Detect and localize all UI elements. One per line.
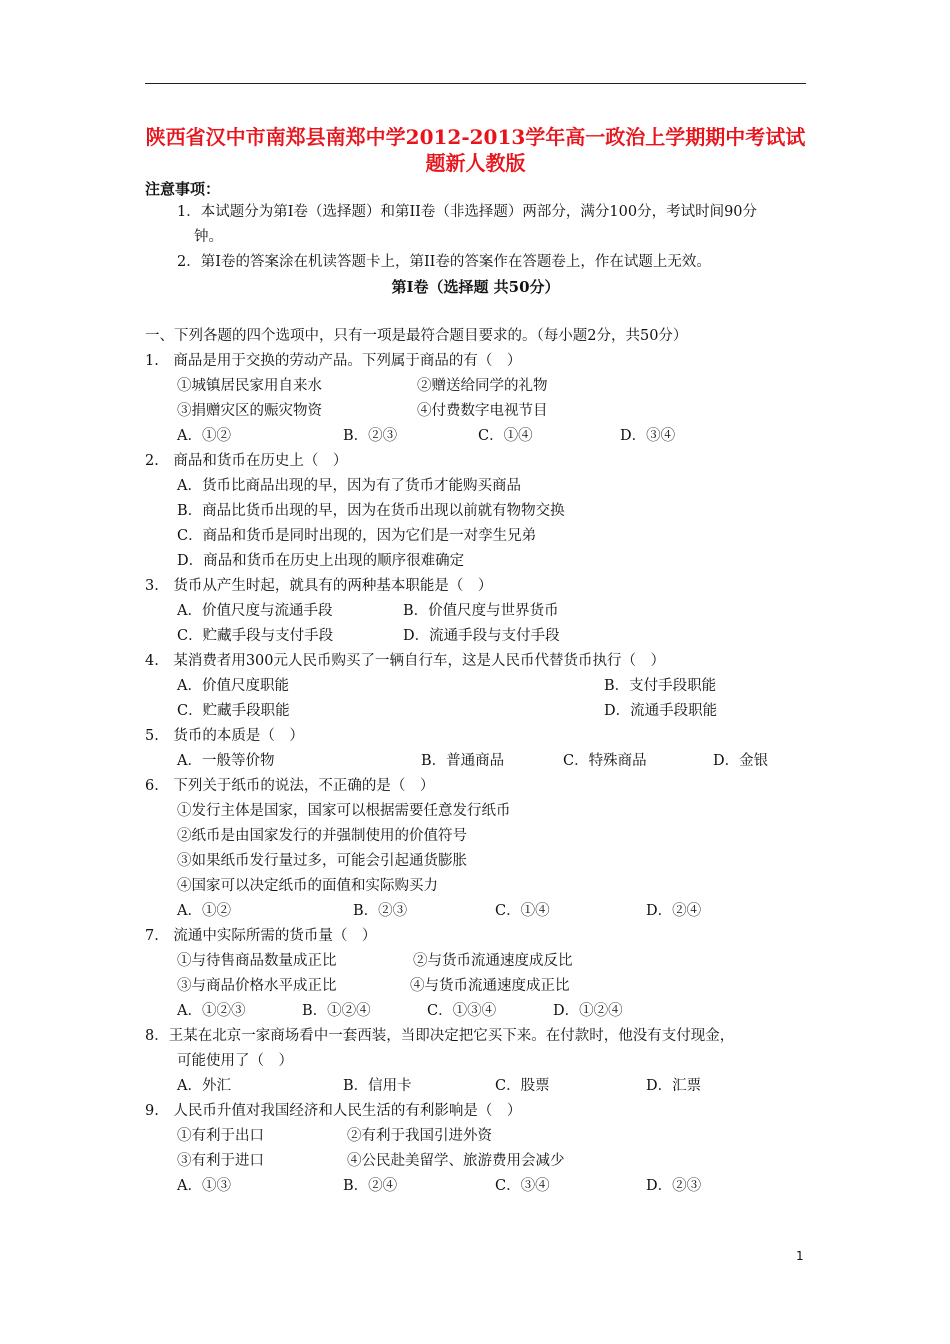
q1-statement-4: ④付费数字电视节目 bbox=[417, 403, 548, 419]
q3-option-b: B．价值尺度与世界货币 bbox=[403, 603, 559, 619]
q2-option-b: B．商品比货币出现的早，因为在货币出现以前就有物物交换 bbox=[177, 503, 565, 519]
header-rule bbox=[145, 83, 806, 84]
q2-option-a: A．货币比商品出现的早，因为有了货币才能购买商品 bbox=[177, 478, 521, 494]
q4-option-a: A．价值尺度职能 bbox=[177, 678, 289, 694]
q5-option-a: A．一般等价物 bbox=[177, 753, 275, 769]
q9-option-b: B．②④ bbox=[343, 1178, 398, 1194]
q9-option-c: C．③④ bbox=[495, 1178, 550, 1194]
question-1-stem: 1. 商品是用于交换的劳动产品。下列属于商品的有（ ） bbox=[145, 353, 522, 369]
q5-option-c: C．特殊商品 bbox=[563, 753, 647, 769]
question-8-stem: 8．王某在北京一家商场看中一套西装，当即决定把它买下来。在付款时，他没有支付现金， bbox=[145, 1028, 735, 1044]
q7-statement-1: ①与待售商品数量成正比 bbox=[177, 953, 337, 969]
q7-option-a: A．①②③ bbox=[177, 1003, 246, 1019]
q9-statement-1: ①有利于出口 bbox=[177, 1128, 264, 1144]
question-6-stem: 6. 下列关于纸币的说法，不正确的是（ ） bbox=[145, 778, 435, 794]
question-4-stem: 4. 某消费者用300元人民币购买了一辆自行车，这是人民币代替货币执行（ ） bbox=[145, 653, 666, 669]
q1-statement-2: ②赠送给同学的礼物 bbox=[417, 378, 548, 394]
q9-statement-2: ②有利于我国引进外资 bbox=[347, 1128, 492, 1144]
q6-statement-4: ④国家可以决定纸币的面值和实际购买力 bbox=[177, 878, 438, 894]
notice-item-2: 2．第I卷的答案涂在机读答题卡上，第II卷的答案作在答题卷上，作在试题上无效。 bbox=[177, 254, 711, 270]
q6-statement-2: ②纸币是由国家发行的并强制使用的价值符号 bbox=[177, 828, 467, 844]
question-2-stem: 2. 商品和货币在历史上（ ） bbox=[145, 453, 348, 469]
q8-option-a: A．外汇 bbox=[177, 1078, 231, 1094]
question-3-stem: 3. 货币从产生时起，就具有的两种基本职能是（ ） bbox=[145, 578, 493, 594]
q7-option-d: D．①②④ bbox=[553, 1003, 623, 1019]
q3-option-c: C．贮藏手段与支付手段 bbox=[177, 628, 334, 644]
q4-option-b: B．支付手段职能 bbox=[604, 678, 717, 694]
section-title: 第Ⅰ卷（选择题 共50分） bbox=[391, 278, 560, 296]
q8-option-c: C．股票 bbox=[495, 1078, 550, 1094]
q9-statement-3: ③有利于进口 bbox=[177, 1153, 264, 1169]
q1-statement-1: ①城镇居民家用自来水 bbox=[177, 378, 322, 394]
q1-statement-3: ③捐赠灾区的赈灾物资 bbox=[177, 403, 322, 419]
q9-option-d: D．②③ bbox=[646, 1178, 702, 1194]
q4-option-c: C．贮藏手段职能 bbox=[177, 703, 290, 719]
page-number: 1 bbox=[796, 1249, 804, 1263]
q8-option-d: D．汇票 bbox=[646, 1078, 702, 1094]
instruction: 一、下列各题的四个选项中，只有一项是最符合题目要求的。（每小题2分，共50分） bbox=[145, 328, 688, 344]
q8-option-b: B．信用卡 bbox=[343, 1078, 412, 1094]
q3-option-a: A．价值尺度与流通手段 bbox=[177, 603, 333, 619]
q7-statement-3: ③与商品价格水平成正比 bbox=[177, 978, 337, 994]
q9-option-a: A．①③ bbox=[177, 1178, 231, 1194]
q2-option-c: C．商品和货币是同时出现的，因为它们是一对孪生兄弟 bbox=[177, 528, 537, 544]
notice-heading: 注意事项： bbox=[145, 180, 221, 198]
q7-statement-4: ④与货币流通速度成正比 bbox=[410, 978, 570, 994]
question-9-stem: 9. 人民币升值对我国经济和人民生活的有利影响是（ ） bbox=[145, 1103, 522, 1119]
q1-option-c: C．①④ bbox=[478, 428, 533, 444]
page-title: 陕西省汉中市南郑县南郑中学2012-2013学年高一政治上学期期中考试试题新人教版 bbox=[145, 125, 806, 175]
q6-statement-1: ①发行主体是国家，国家可以根据需要任意发行纸币 bbox=[177, 803, 511, 819]
q7-option-c: C．①③④ bbox=[427, 1003, 497, 1019]
notice-item-1-cont: 钟。 bbox=[194, 229, 223, 245]
q6-option-b: B．②③ bbox=[353, 903, 408, 919]
notice-item-1: 1．本试题分为第I卷（选择题）和第II卷（非选择题）两部分，满分100分，考试时间90分 bbox=[177, 204, 758, 220]
question-7-stem: 7. 流通中实际所需的货币量（ ） bbox=[145, 928, 377, 944]
q6-option-a: A．①② bbox=[177, 903, 231, 919]
q6-option-c: C．①④ bbox=[495, 903, 550, 919]
q2-option-d: D．商品和货币在历史上出现的顺序很难确定 bbox=[177, 553, 465, 569]
q3-option-d: D．流通手段与支付手段 bbox=[403, 628, 560, 644]
q5-option-d: D．金银 bbox=[713, 753, 769, 769]
q6-option-d: D．②④ bbox=[646, 903, 702, 919]
q1-option-b: B．②③ bbox=[343, 428, 398, 444]
q9-statement-4: ④公民赴美留学、旅游费用会减少 bbox=[347, 1153, 565, 1169]
q1-option-d: D．③④ bbox=[620, 428, 676, 444]
q7-option-b: B．①②④ bbox=[302, 1003, 371, 1019]
q1-option-a: A．①② bbox=[177, 428, 231, 444]
q6-statement-3: ③如果纸币发行量过多，可能会引起通货膨胀 bbox=[177, 853, 467, 869]
q4-option-d: D．流通手段职能 bbox=[604, 703, 718, 719]
question-5-stem: 5. 货币的本质是（ ） bbox=[145, 728, 304, 744]
q7-statement-2: ②与货币流通速度成反比 bbox=[413, 953, 573, 969]
q5-option-b: B．普通商品 bbox=[421, 753, 505, 769]
question-8-stem-cont: 可能使用了（ ） bbox=[177, 1053, 293, 1069]
